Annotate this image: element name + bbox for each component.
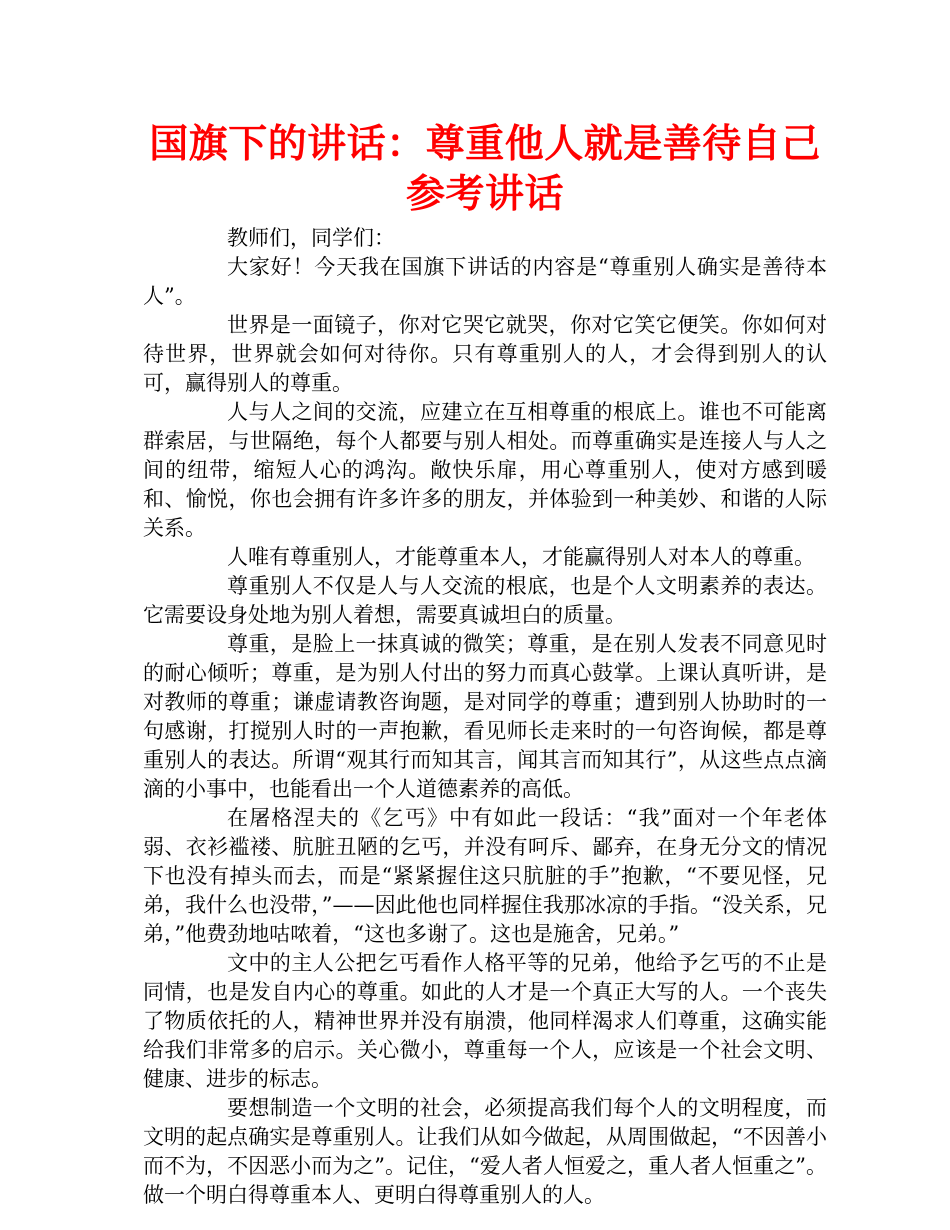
paragraph-opening: 大家好！今天我在国旗下讲话的内容是“尊重别人确实是善待本人”。	[143, 255, 827, 308]
paragraph: 世界是一面镜子，你对它哭它就哭，你对它笑它便笑。你如何对待世界，世界就会如何对待你。只有尊重别人的人，才会得到别人的认可，赢得别人的尊重。	[143, 313, 827, 395]
paragraph-greeting: 教师们，同学们：	[227, 226, 395, 250]
document-page	[143, 120, 827, 1210]
document-title: 国旗下的讲话：尊重他人就是善待自己参考讲话	[149, 122, 821, 217]
paragraph: 人唯有尊重别人，才能尊重本人，才能赢得别人对本人的尊重。	[227, 545, 815, 569]
paragraph: 文中的主人公把乞丐看作人格平等的兄弟，他给予乞丐的不止是同情，也是发自内心的尊重。如此的人才是一个真正大写的人。一个丧失了物质依托的人，精神世界并没有崩溃，他同样渴求人们尊重，这确实能给我们非常多的启示。关心微小，尊重每一个人，应该是一个社会文明、健康、进步的标志。	[143, 951, 827, 1091]
paragraph: 尊重别人不仅是人与人交流的根底，也是个人文明素养的表达。它需要设身处地为别人着想，需要真诚坦白的质量。	[143, 574, 827, 627]
paragraph: 在屠格涅夫的《乞丐》中有如此一段话：“我”面对一个年老体弱、衣衫褴褛、肮脏丑陋的乞丐，并没有呵斥、鄙弃，在身无分文的情况下也没有掉头而去，而是“紧紧握住这只肮脏的手”抱歉，“不要见怪，兄弟，我什么也没带，”——因此他也同样握住我那冰凉的手指。“没关系，兄弟，”他费劲地咕哝着，“这也多谢了。这也是施舍，兄弟。”	[143, 806, 827, 946]
paragraph: 人与人之间的交流，应建立在互相尊重的根底上。谁也不可能离群索居，与世隔绝，每个人都要与别人相处。而尊重确实是连接人与人之间的纽带，缩短人心的鸿沟。敞快乐扉，用心尊重别人，使对方感到暖和、愉悦，你也会拥有许多许多的朋友，并体验到一种美妙、和谐的人际关系。	[143, 400, 827, 540]
paragraph: 尊重，是脸上一抹真诚的微笑；尊重，是在别人发表不同意见时的耐心倾听；尊重，是为别人付出的努力而真心鼓掌。上课认真听讲，是对教师的尊重；谦虚请教咨询题，是对同学的尊重；遭到别人协助时的一句感谢，打搅别人时的一声抱歉，看见师长走来时的一句咨询候，都是尊重别人的表达。所谓“观其行而知其言，闻其言而知其行”，从这些点点滴滴的小事中，也能看出一个人道德素养的高低。	[143, 632, 827, 801]
paragraph-closing: 要想制造一个文明的社会，必须提高我们每个人的文明程度，而文明的起点确实是尊重别人。让我们从如今做起，从周围做起，“不因善小而不为，不因恶小而为之”。记住，“爱人者人恒爱之，重人者人恒重之”。做一个明白得尊重本人、更明白得尊重别人的人。	[143, 1096, 827, 1207]
document-body	[143, 224, 827, 1210]
